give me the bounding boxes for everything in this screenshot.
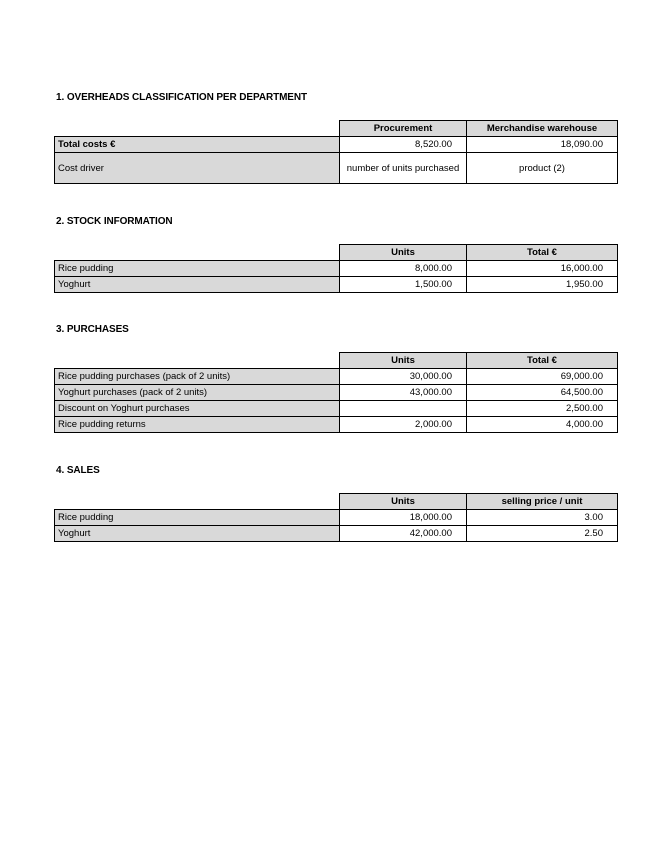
cell-value: 4,000.00 [467, 417, 618, 433]
section-title-overheads: 1. OVERHEADS CLASSIFICATION PER DEPARTMENT [56, 92, 308, 103]
row-label: Total costs € [55, 137, 340, 153]
table-row [55, 153, 618, 184]
section-title-stock: 2. STOCK INFORMATION [56, 216, 173, 227]
cell-value: 8,520.00 [340, 137, 467, 153]
overheads-table [54, 120, 618, 184]
table-row [55, 510, 618, 526]
cell-value: 18,090.00 [467, 137, 618, 153]
cell-value: 69,000.00 [467, 369, 618, 385]
cell-value: number of units purchased [340, 153, 467, 184]
table-header-row [55, 121, 618, 137]
cell-value: product (2) [467, 153, 618, 184]
table-row [55, 137, 618, 153]
row-label: Rice pudding purchases (pack of 2 units) [55, 369, 340, 385]
row-label: Discount on Yoghurt purchases [55, 401, 340, 417]
cell-value: 2,500.00 [467, 401, 618, 417]
table-row [55, 261, 618, 277]
sales-table [54, 493, 618, 542]
cell-value: 42,000.00 [340, 526, 467, 542]
column-header-total: Total € [467, 353, 618, 369]
table-row [55, 277, 618, 293]
cell-value: 16,000.00 [467, 261, 618, 277]
table-header-row [55, 245, 618, 261]
cell-value: 2,000.00 [340, 417, 467, 433]
cell-value: 2.50 [467, 526, 618, 542]
cell-value: 64,500.00 [467, 385, 618, 401]
section-title-purchases: 3. PURCHASES [56, 324, 129, 335]
table-header-row [55, 494, 618, 510]
column-header-total: Total € [467, 245, 618, 261]
stock-table [54, 244, 618, 293]
section-title-sales: 4. SALES [56, 465, 100, 476]
row-label: Yoghurt purchases (pack of 2 units) [55, 385, 340, 401]
row-label: Rice pudding [55, 510, 340, 526]
table-row [55, 526, 618, 542]
row-label: Cost driver [55, 153, 340, 184]
table-row [55, 385, 618, 401]
cell-value: 30,000.00 [340, 369, 467, 385]
row-label: Rice pudding returns [55, 417, 340, 433]
column-header-units: Units [340, 245, 467, 261]
purchases-table [54, 352, 618, 433]
cell-value: 1,950.00 [467, 277, 618, 293]
row-label: Yoghurt [55, 277, 340, 293]
table-row [55, 369, 618, 385]
table-header-row [55, 353, 618, 369]
column-header-units: Units [340, 353, 467, 369]
column-header-selling-price: selling price / unit [467, 494, 618, 510]
column-header-procurement: Procurement [340, 121, 467, 137]
cell-value: 43,000.00 [340, 385, 467, 401]
row-label: Rice pudding [55, 261, 340, 277]
table-row [55, 401, 618, 417]
column-header-units: Units [340, 494, 467, 510]
table-row [55, 417, 618, 433]
column-header-merchandise-warehouse: Merchandise warehouse [467, 121, 618, 137]
cell-value [340, 401, 467, 417]
cell-value: 8,000.00 [340, 261, 467, 277]
row-label: Yoghurt [55, 526, 340, 542]
cell-value: 18,000.00 [340, 510, 467, 526]
cell-value: 3.00 [467, 510, 618, 526]
cell-value: 1,500.00 [340, 277, 467, 293]
